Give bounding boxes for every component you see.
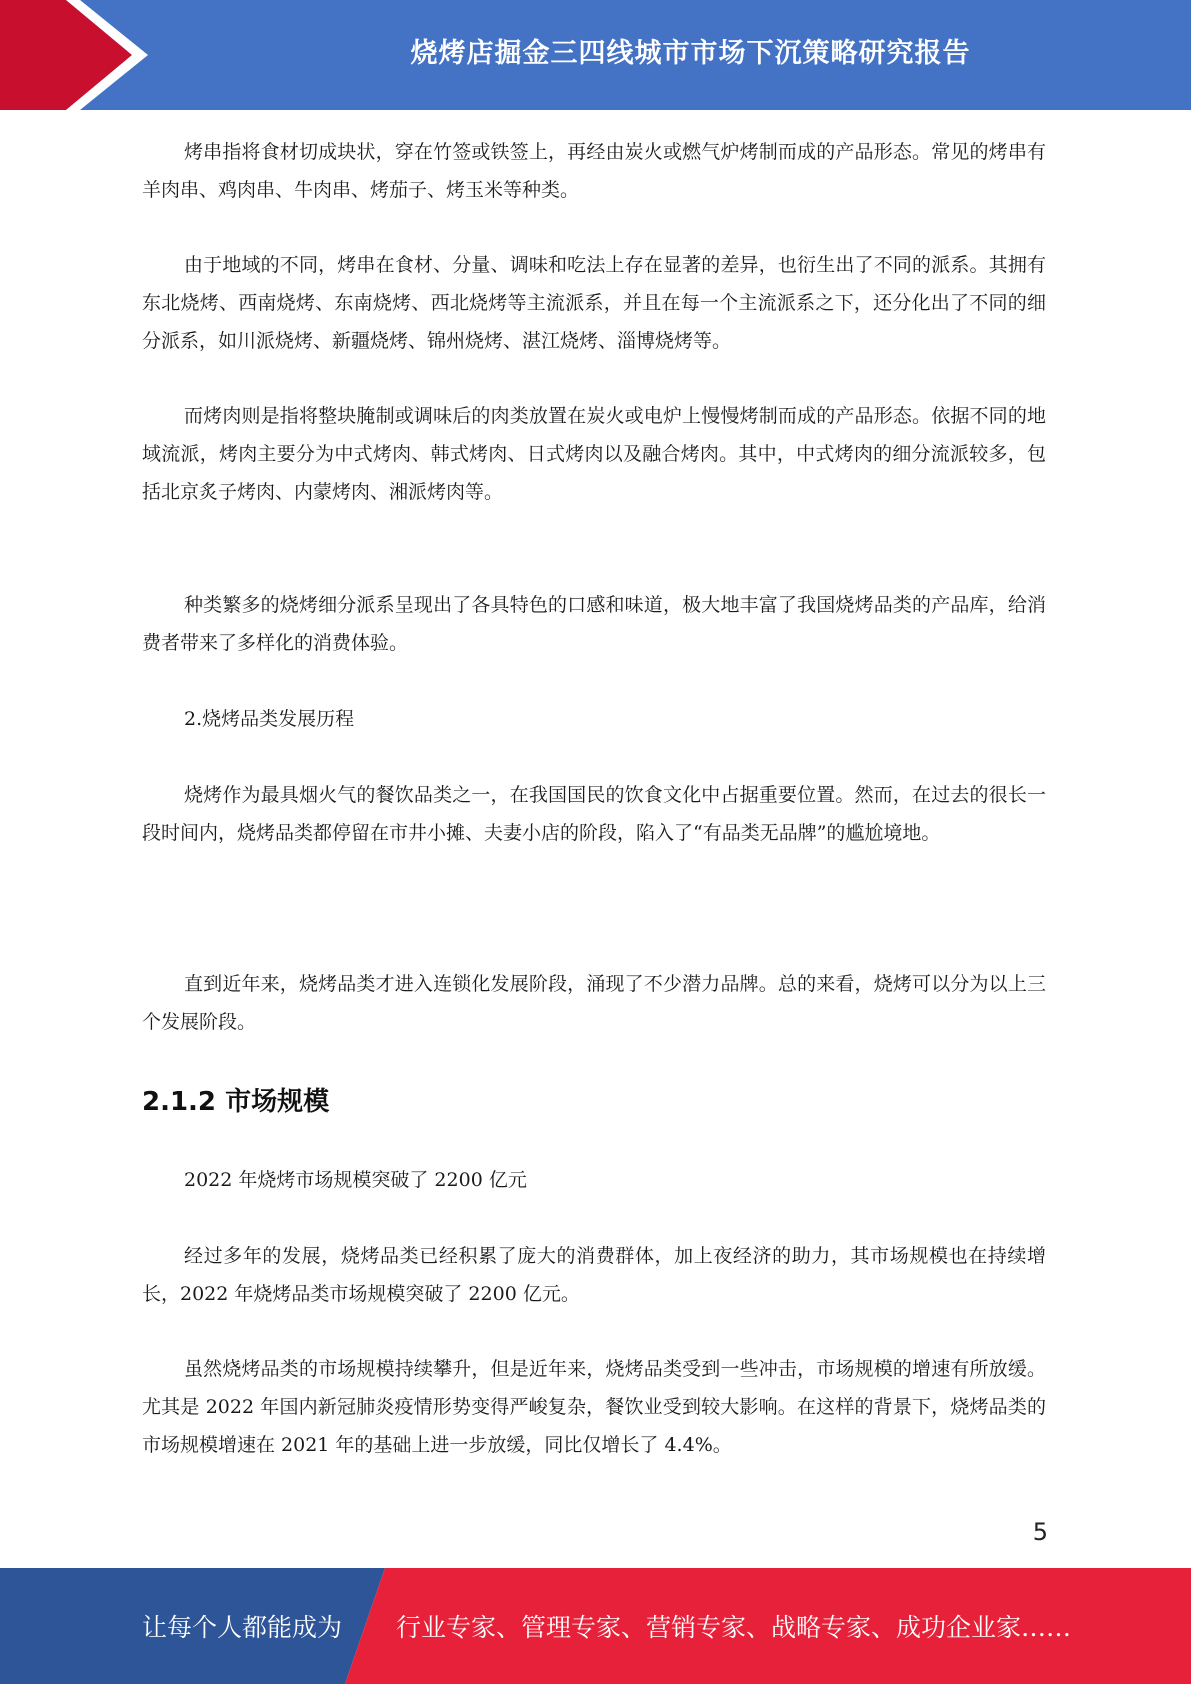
paragraph-regional-styles: 由于地域的不同，烤串在食材、分量、调味和吃法上存在显著的差异，也衍生出了不同的派系。其拥有东北烧烤、西南烧烤、东南烧烤、西北烧烤等主流派系，并且在每一个主流派系之下，还分化出了不同的细分派系，如川派烧烤、新疆烧烤、锦州烧烤、湛江烧烤、淄博烧烤等。 <box>142 254 1046 352</box>
paragraph-skewers-definition: 烤串指将食材切成块状，穿在竹签或铁签上，再经由炭火或燃气炉烤制而成的产品形态。常见的烤串有羊肉串、鸡肉串、牛肉串、烤茄子、烤玉米等种类。 <box>142 141 1046 201</box>
page-number: 5 <box>1032 1518 1048 1546</box>
header-red-arrow <box>0 0 132 110</box>
paragraph-market-growth: 经过多年的发展，烧烤品类已经积累了庞大的消费群体，加上夜经济的助力，其市场规模也在持续增长，2022 年烧烤品类市场规模突破了 2200 亿元。 <box>142 1245 1046 1305</box>
report-title: 烧烤店掘金三四线城市市场下沉策略研究报告 <box>410 37 971 69</box>
footer-slogan-left: 让每个人都能成为 <box>142 1613 343 1642</box>
paragraph-history: 烧烤作为最具烟火气的餐饮品类之一，在我国国民的饮食文化中占据重要位置。然而，在过去的很长一段时间内，烧烤品类都停留在市井小摊、夫妻小店的阶段，陷入了“有品类无品牌”的尴尬境地。 <box>142 784 1046 844</box>
paragraph-grilled-meat: 而烤肉则是指将整块腌制或调味后的肉类放置在炭火或电炉上慢慢烤制而成的产品形态。依据不同的地域流派，烤肉主要分为中式烤肉、韩式烤肉、日式烤肉以及融合烤肉。其中，中式烤肉的细分流派较多，包括北京炙子烤肉、内蒙烤肉、湘派烤肉等。 <box>142 405 1046 503</box>
paragraph-variety: 种类繁多的烧烤细分派系呈现出了各具特色的口感和味道，极大地丰富了我国烧烤品类的产品库，给消费者带来了多样化的消费体验。 <box>142 594 1046 654</box>
subsection-title: 2.烧烤品类发展历程 <box>184 708 355 730</box>
footer-slogan-right: 行业专家、管理专家、营销专家、战略专家、成功企业家…… <box>396 1613 1072 1642</box>
page-header <box>0 0 1191 110</box>
paragraph-market-size-lead: 2022 年烧烤市场规模突破了 2200 亿元 <box>184 1169 527 1191</box>
paragraph-growth-slowdown: 虽然烧烤品类的市场规模持续攀升，但是近年来，烧烤品类受到一些冲击，市场规模的增速有所放缓。尤其是 2022 年国内新冠肺炎疫情形势变得严峻复杂，餐饮业受到较大影响。在这样的背景下，烧烤品类的市场规模增速在 2021 年的基础上进一步放缓，同比仅增长了 4.4%。 <box>142 1358 1046 1456</box>
section-heading: 2.1.2 市场规模 <box>142 1087 330 1117</box>
paragraph-chain-stage: 直到近年来，烧烤品类才进入连锁化发展阶段，涌现了不少潜力品牌。总的来看，烧烤可以分为以上三个发展阶段。 <box>142 973 1046 1033</box>
page-footer <box>0 1568 1191 1684</box>
